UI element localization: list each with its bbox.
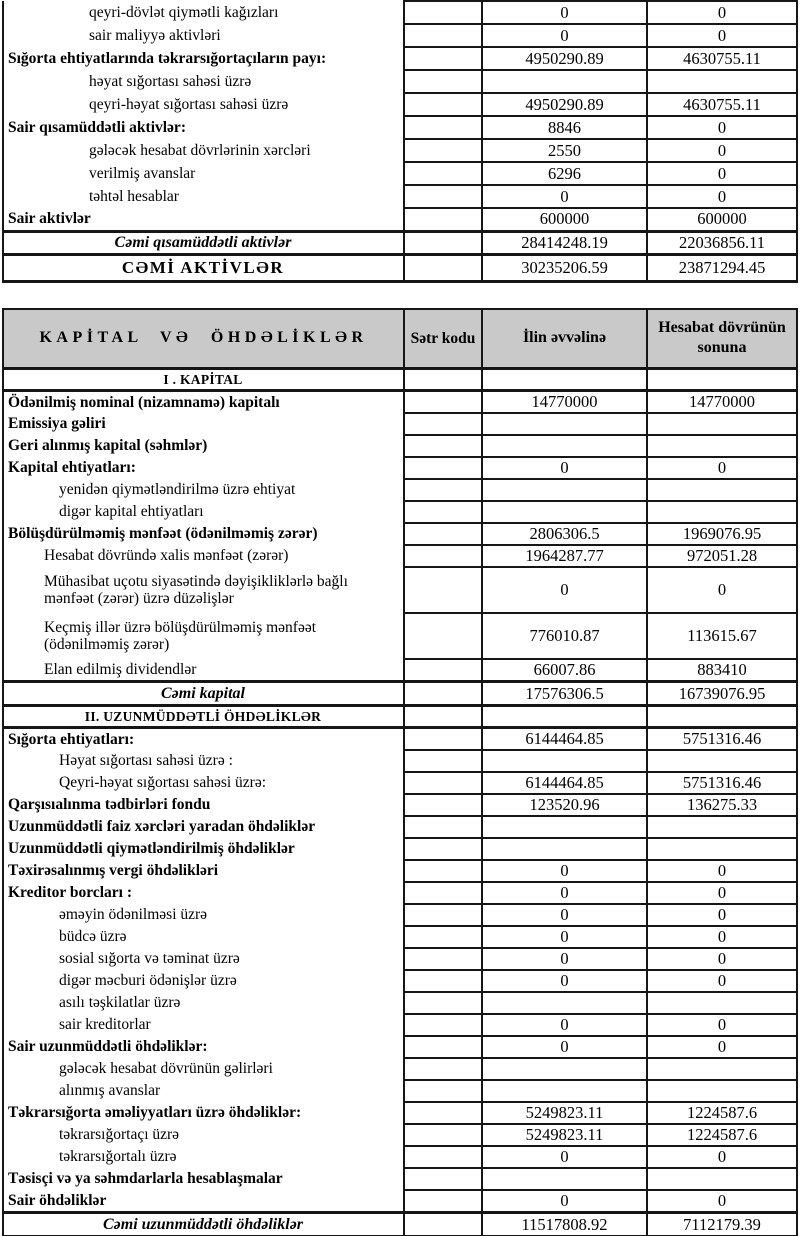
value-end-of-period: 0 bbox=[647, 1014, 797, 1036]
table-row bbox=[3, 794, 797, 816]
row-label: Təsisçi və ya səhmdarlarla hesablaşmalar bbox=[3, 1168, 404, 1190]
row-label: əməyin ödənilməsi üzrə bbox=[3, 904, 404, 926]
table-row bbox=[3, 706, 797, 728]
value-end-of-period: 0 bbox=[647, 882, 797, 904]
row-label: Emissiya gəliri bbox=[3, 413, 404, 435]
value-start-of-year bbox=[482, 479, 647, 501]
value-end-of-period: 113615.67 bbox=[647, 613, 797, 659]
row-label: Uzunmüddətli qiymətləndirilmiş öhdəliklər bbox=[3, 838, 404, 860]
row-label: Sair uzunmüddətli öhdəliklər: bbox=[3, 1036, 404, 1058]
value-start-of-year: 0 bbox=[482, 24, 647, 47]
value-start-of-year bbox=[482, 70, 647, 93]
line-code-cell bbox=[404, 1213, 482, 1236]
value-start-of-year bbox=[482, 838, 647, 860]
table-row bbox=[3, 659, 797, 682]
value-start-of-year: 0 bbox=[482, 1146, 647, 1168]
column-header-line-code: Sətr kodu bbox=[404, 309, 482, 369]
line-code-cell bbox=[404, 750, 482, 772]
row-label: həyat sığortası sahəsi üzrə bbox=[3, 70, 404, 93]
value-end-of-period: 23871294.45 bbox=[647, 254, 797, 281]
value-end-of-period: 0 bbox=[647, 139, 797, 162]
table-row bbox=[3, 24, 797, 47]
row-label: gələcək hesabat dövrünün gəlirləri bbox=[3, 1058, 404, 1080]
row-label: verilmiş avanslar bbox=[3, 162, 404, 185]
line-code-cell bbox=[404, 992, 482, 1014]
value-end-of-period: 0 bbox=[647, 1036, 797, 1058]
row-label: Kreditor borcları : bbox=[3, 882, 404, 904]
value-start-of-year: 0 bbox=[482, 1036, 647, 1058]
row-label: alınmış avanslar bbox=[3, 1080, 404, 1102]
table-row bbox=[3, 116, 797, 139]
line-code-cell bbox=[404, 882, 482, 904]
table-row bbox=[3, 47, 797, 70]
table-row bbox=[3, 772, 797, 794]
value-start-of-year: 5249823.11 bbox=[482, 1124, 647, 1146]
value-start-of-year: 0 bbox=[482, 457, 647, 479]
value-start-of-year: 0 bbox=[482, 882, 647, 904]
row-label: Uzunmüddətli faiz xərcləri yaradan öhdəliklər bbox=[3, 816, 404, 838]
table-row bbox=[3, 413, 797, 435]
column-header-end-of-period: Hesabat dövrünün sonuna bbox=[647, 309, 797, 369]
row-label: I . KAPİTAL bbox=[3, 369, 404, 391]
value-start-of-year: 6144464.85 bbox=[482, 772, 647, 794]
row-label: Kapital ehtiyatları: bbox=[3, 457, 404, 479]
row-label: Hesabat dövründə xalis mənfəət (zərər) bbox=[3, 545, 404, 567]
table-row bbox=[3, 1168, 797, 1190]
value-end-of-period bbox=[647, 501, 797, 523]
line-code-cell bbox=[404, 794, 482, 816]
table-row bbox=[3, 750, 797, 772]
table-row bbox=[3, 1124, 797, 1146]
row-label: Mühasibat uçotu siyasətində dəyişikliklərlə bağlı mənfəət (zərər) üzrə düzəlişlər bbox=[3, 567, 404, 613]
value-start-of-year bbox=[482, 992, 647, 1014]
row-label: Geri alınmış kapital (səhmlər) bbox=[3, 435, 404, 457]
value-start-of-year: 11517808.92 bbox=[482, 1213, 647, 1236]
table-row bbox=[3, 860, 797, 882]
value-end-of-period bbox=[647, 1080, 797, 1102]
line-code-cell bbox=[404, 70, 482, 93]
value-end-of-period: 7112179.39 bbox=[647, 1213, 797, 1236]
line-code-cell bbox=[404, 1, 482, 24]
value-end-of-period: 0 bbox=[647, 860, 797, 882]
value-end-of-period: 0 bbox=[647, 970, 797, 992]
line-code-cell bbox=[404, 926, 482, 948]
table-row bbox=[3, 479, 797, 501]
value-end-of-period bbox=[647, 1058, 797, 1080]
line-code-cell bbox=[404, 162, 482, 185]
value-end-of-period bbox=[647, 70, 797, 93]
line-code-cell bbox=[404, 139, 482, 162]
line-code-cell bbox=[404, 659, 482, 682]
value-end-of-period bbox=[647, 1168, 797, 1190]
table-row bbox=[3, 208, 797, 231]
table-row bbox=[3, 70, 797, 93]
assets-table-continuation bbox=[2, 0, 798, 283]
line-code-cell bbox=[404, 706, 482, 728]
value-start-of-year: 0 bbox=[482, 904, 647, 926]
table-row bbox=[3, 1058, 797, 1080]
row-label: Keçmiş illər üzrə bölüşdürülməmiş mənfəət (ödənilməmiş zərər) bbox=[3, 613, 404, 659]
value-end-of-period: 4630755.11 bbox=[647, 93, 797, 116]
value-end-of-period: 0 bbox=[647, 1190, 797, 1213]
capital-liabilities-header bbox=[3, 309, 797, 369]
table-row bbox=[3, 185, 797, 208]
value-start-of-year: 4950290.89 bbox=[482, 93, 647, 116]
row-label: Elan edilmiş dividendlər bbox=[3, 659, 404, 682]
line-code-cell bbox=[404, 613, 482, 659]
table-row bbox=[3, 904, 797, 926]
line-code-cell bbox=[404, 1168, 482, 1190]
value-start-of-year: 5249823.11 bbox=[482, 1102, 647, 1124]
line-code-cell bbox=[404, 501, 482, 523]
value-end-of-period: 0 bbox=[647, 185, 797, 208]
table-row bbox=[3, 139, 797, 162]
line-code-cell bbox=[404, 1190, 482, 1213]
table-row bbox=[3, 1036, 797, 1058]
row-label: sair kreditorlar bbox=[3, 1014, 404, 1036]
table-row bbox=[3, 457, 797, 479]
value-start-of-year: 66007.86 bbox=[482, 659, 647, 682]
value-start-of-year bbox=[482, 706, 647, 728]
value-start-of-year: 2550 bbox=[482, 139, 647, 162]
assets-table-body bbox=[3, 1, 797, 281]
row-label: sosial sığorta və təminat üzrə bbox=[3, 948, 404, 970]
line-code-cell bbox=[404, 1058, 482, 1080]
line-code-cell bbox=[404, 254, 482, 281]
value-start-of-year bbox=[482, 501, 647, 523]
table-row bbox=[3, 369, 797, 391]
row-label: təkrarsığortalı üzrə bbox=[3, 1146, 404, 1168]
value-end-of-period bbox=[647, 992, 797, 1014]
value-end-of-period bbox=[647, 838, 797, 860]
line-code-cell bbox=[404, 1102, 482, 1124]
value-start-of-year: 0 bbox=[482, 1, 647, 24]
line-code-cell bbox=[404, 970, 482, 992]
value-start-of-year: 0 bbox=[482, 185, 647, 208]
table-row bbox=[3, 948, 797, 970]
table-row bbox=[3, 231, 797, 254]
value-start-of-year bbox=[482, 435, 647, 457]
capital-liabilities-body bbox=[3, 369, 797, 1236]
value-end-of-period bbox=[647, 706, 797, 728]
table-row bbox=[3, 1102, 797, 1124]
row-label: təhtəl hesablar bbox=[3, 185, 404, 208]
table-row bbox=[3, 970, 797, 992]
row-label: Təxirəsalınmış vergi öhdəlikləri bbox=[3, 860, 404, 882]
table-row bbox=[3, 254, 797, 281]
line-code-cell bbox=[404, 1014, 482, 1036]
line-code-cell bbox=[404, 1124, 482, 1146]
line-code-cell bbox=[404, 523, 482, 545]
line-code-cell bbox=[404, 904, 482, 926]
value-end-of-period: 1969076.95 bbox=[647, 523, 797, 545]
line-code-cell bbox=[404, 948, 482, 970]
value-end-of-period bbox=[647, 413, 797, 435]
value-end-of-period: 0 bbox=[647, 926, 797, 948]
table-row bbox=[3, 1146, 797, 1168]
value-start-of-year: 17576306.5 bbox=[482, 682, 647, 706]
table-row bbox=[3, 926, 797, 948]
value-end-of-period: 0 bbox=[647, 948, 797, 970]
line-code-cell bbox=[404, 93, 482, 116]
value-start-of-year: 4950290.89 bbox=[482, 47, 647, 70]
value-start-of-year bbox=[482, 816, 647, 838]
table-row bbox=[3, 545, 797, 567]
table-row bbox=[3, 93, 797, 116]
value-end-of-period: 0 bbox=[647, 24, 797, 47]
table-row bbox=[3, 391, 797, 414]
value-end-of-period: 5751316.46 bbox=[647, 772, 797, 794]
table-row bbox=[3, 523, 797, 545]
row-label: Ödənilmiş nominal (nizamnamə) kapitalı bbox=[3, 391, 404, 414]
value-start-of-year: 776010.87 bbox=[482, 613, 647, 659]
table-row bbox=[3, 162, 797, 185]
row-label: II. UZUNMÜDDƏTLİ ÖHDƏLİKLƏR bbox=[3, 706, 404, 728]
line-code-cell bbox=[404, 816, 482, 838]
value-end-of-period bbox=[647, 816, 797, 838]
value-end-of-period: 0 bbox=[647, 162, 797, 185]
value-end-of-period: 0 bbox=[647, 904, 797, 926]
row-label: təkrarsığortaçı üzrə bbox=[3, 1124, 404, 1146]
row-label: asılı təşkilatlar üzrə bbox=[3, 992, 404, 1014]
line-code-cell bbox=[404, 479, 482, 501]
value-start-of-year: 1964287.77 bbox=[482, 545, 647, 567]
table-row bbox=[3, 1080, 797, 1102]
row-label: Cəmi uzunmüddətli öhdəliklər bbox=[3, 1213, 404, 1236]
table-gap bbox=[0, 283, 800, 308]
row-label: Cəmi kapital bbox=[3, 682, 404, 706]
table-row bbox=[3, 838, 797, 860]
row-label: Həyat sığortası sahəsi üzrə : bbox=[3, 750, 404, 772]
value-start-of-year bbox=[482, 413, 647, 435]
value-start-of-year: 0 bbox=[482, 1014, 647, 1036]
row-label: Təkrarsığorta əməliyyatları üzrə öhdəliklər: bbox=[3, 1102, 404, 1124]
row-label: Sığorta ehtiyatları: bbox=[3, 728, 404, 751]
value-start-of-year: 6296 bbox=[482, 162, 647, 185]
value-start-of-year: 30235206.59 bbox=[482, 254, 647, 281]
value-end-of-period: 0 bbox=[647, 1146, 797, 1168]
line-code-cell bbox=[404, 682, 482, 706]
table-row bbox=[3, 816, 797, 838]
value-end-of-period: 136275.33 bbox=[647, 794, 797, 816]
value-start-of-year: 14770000 bbox=[482, 391, 647, 414]
value-start-of-year bbox=[482, 369, 647, 391]
value-start-of-year: 0 bbox=[482, 926, 647, 948]
line-code-cell bbox=[404, 1036, 482, 1058]
value-end-of-period: 1224587.6 bbox=[647, 1102, 797, 1124]
row-label: Sığorta ehtiyatlarında təkrarsığortaçıların payı: bbox=[3, 47, 404, 70]
value-start-of-year: 0 bbox=[482, 567, 647, 613]
line-code-cell bbox=[404, 185, 482, 208]
value-end-of-period bbox=[647, 750, 797, 772]
row-label: sair maliyyə aktivləri bbox=[3, 24, 404, 47]
row-label: büdcə üzrə bbox=[3, 926, 404, 948]
line-code-cell bbox=[404, 838, 482, 860]
row-label: digər məcburi ödənişlər üzrə bbox=[3, 970, 404, 992]
line-code-cell bbox=[404, 24, 482, 47]
table-title: KAPİTAL VƏ ÖHDƏLİKLƏR bbox=[3, 309, 404, 369]
row-label: Cəmi qısamüddətli aktivlər bbox=[3, 231, 404, 254]
value-end-of-period: 0 bbox=[647, 457, 797, 479]
value-start-of-year bbox=[482, 1080, 647, 1102]
line-code-cell bbox=[404, 391, 482, 414]
line-code-cell bbox=[404, 47, 482, 70]
table-row bbox=[3, 567, 797, 613]
line-code-cell bbox=[404, 116, 482, 139]
row-label: Bölüşdürülməmiş mənfəət (ödənilməmiş zərər) bbox=[3, 523, 404, 545]
line-code-cell bbox=[404, 545, 482, 567]
value-end-of-period: 0 bbox=[647, 116, 797, 139]
value-end-of-period bbox=[647, 435, 797, 457]
line-code-cell bbox=[404, 1080, 482, 1102]
value-start-of-year: 28414248.19 bbox=[482, 231, 647, 254]
line-code-cell bbox=[404, 231, 482, 254]
row-label: CƏMİ AKTİVLƏR bbox=[3, 254, 404, 281]
table-row bbox=[3, 882, 797, 904]
value-start-of-year: 6144464.85 bbox=[482, 728, 647, 751]
table-row bbox=[3, 1, 797, 24]
value-start-of-year: 2806306.5 bbox=[482, 523, 647, 545]
value-start-of-year: 123520.96 bbox=[482, 794, 647, 816]
table-row bbox=[3, 728, 797, 751]
row-label: Qeyri-həyat sığortası sahəsi üzrə: bbox=[3, 772, 404, 794]
table-row bbox=[3, 1014, 797, 1036]
value-start-of-year: 8846 bbox=[482, 116, 647, 139]
value-end-of-period: 600000 bbox=[647, 208, 797, 231]
value-end-of-period: 14770000 bbox=[647, 391, 797, 414]
value-start-of-year: 0 bbox=[482, 948, 647, 970]
row-label: yenidən qiymətləndirilmə üzrə ehtiyat bbox=[3, 479, 404, 501]
row-label: digər kapital ehtiyatları bbox=[3, 501, 404, 523]
table-row bbox=[3, 682, 797, 706]
line-code-cell bbox=[404, 208, 482, 231]
value-end-of-period: 0 bbox=[647, 567, 797, 613]
table-row bbox=[3, 501, 797, 523]
value-end-of-period bbox=[647, 369, 797, 391]
value-start-of-year bbox=[482, 750, 647, 772]
line-code-cell bbox=[404, 1146, 482, 1168]
value-start-of-year: 0 bbox=[482, 860, 647, 882]
value-start-of-year: 0 bbox=[482, 970, 647, 992]
line-code-cell bbox=[404, 728, 482, 751]
row-label: gələcək hesabat dövrlərinin xərcləri bbox=[3, 139, 404, 162]
table-row bbox=[3, 992, 797, 1014]
value-end-of-period: 5751316.46 bbox=[647, 728, 797, 751]
value-end-of-period bbox=[647, 479, 797, 501]
value-end-of-period: 22036856.11 bbox=[647, 231, 797, 254]
table-row bbox=[3, 1190, 797, 1213]
line-code-cell bbox=[404, 413, 482, 435]
row-label: Qarşısıalınma tədbirləri fondu bbox=[3, 794, 404, 816]
row-label: Sair öhdəliklər bbox=[3, 1190, 404, 1213]
line-code-cell bbox=[404, 435, 482, 457]
value-end-of-period: 16739076.95 bbox=[647, 682, 797, 706]
row-label: Sair qısamüddətli aktivlər: bbox=[3, 116, 404, 139]
line-code-cell bbox=[404, 457, 482, 479]
table-row bbox=[3, 1213, 797, 1236]
table-row bbox=[3, 613, 797, 659]
row-label: Sair aktivlər bbox=[3, 208, 404, 231]
capital-liabilities-table bbox=[2, 308, 798, 1236]
table-row bbox=[3, 435, 797, 457]
value-end-of-period: 0 bbox=[647, 1, 797, 24]
value-end-of-period: 883410 bbox=[647, 659, 797, 682]
column-header-start-of-year: İlin əvvəlinə bbox=[482, 309, 647, 369]
row-label: qeyri-həyat sığortası sahəsi üzrə bbox=[3, 93, 404, 116]
value-end-of-period: 972051.28 bbox=[647, 545, 797, 567]
line-code-cell bbox=[404, 369, 482, 391]
value-start-of-year: 600000 bbox=[482, 208, 647, 231]
line-code-cell bbox=[404, 860, 482, 882]
row-label: qeyri-dövlət qiymətli kağızları bbox=[3, 1, 404, 24]
header-row bbox=[3, 309, 797, 369]
line-code-cell bbox=[404, 567, 482, 613]
value-start-of-year: 0 bbox=[482, 1190, 647, 1213]
value-start-of-year bbox=[482, 1168, 647, 1190]
value-end-of-period: 4630755.11 bbox=[647, 47, 797, 70]
line-code-cell bbox=[404, 772, 482, 794]
value-start-of-year bbox=[482, 1058, 647, 1080]
value-end-of-period: 1224587.6 bbox=[647, 1124, 797, 1146]
